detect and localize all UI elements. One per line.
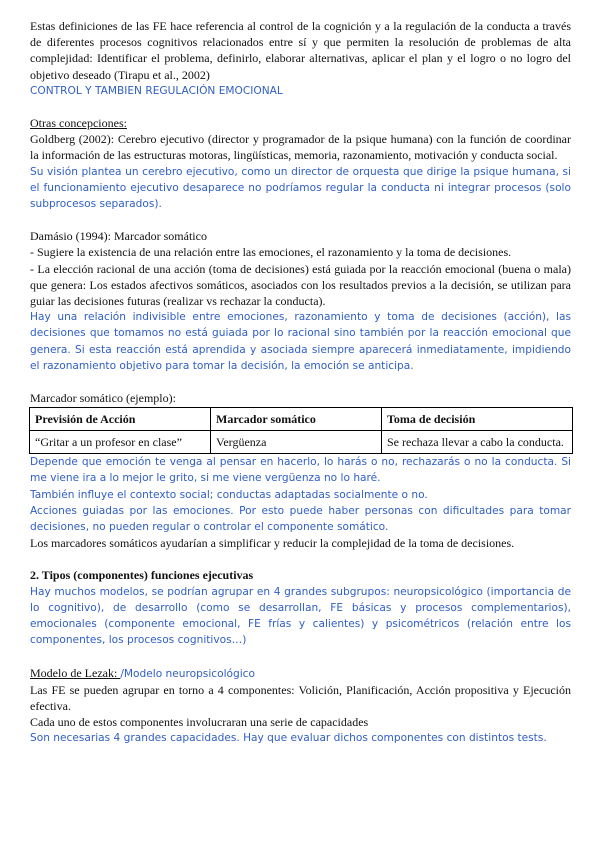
damasio-heading: Damásio (1994): Marcador somático	[30, 229, 207, 244]
goldberg-paragraph: Goldberg (2002): Cerebro ejecutivo (director y programador de la psique humana) con la función de coordinar la información de las estructuras motoras, lingüísticas, memoria, razonamiento, motivación y conducta social.	[30, 132, 571, 163]
table-header-cell: Toma de decisión	[382, 408, 573, 431]
section-2-note: Hay muchos modelos, se podrían agrupar en 4 grandes subgrupos: neuropsicológico (importancia de lo cognitivo), de desarrollo (como se desarrollan, FE básicas y procesos complementarios), emocionales (componente emocional, FE frías y calientes) y psicométricos (relación entre los componentes, los procesos cognitivos…)	[30, 585, 571, 647]
emotion-note: Depende que emoción te venga al pensar en hacerlo, lo harás o no, rechazarás o no la conducta. Si me viene ira a lo mejor le grito, si me viene vergüenza no lo haré.	[30, 456, 571, 485]
table-cell: “Gritar a un profesor en clase”	[30, 431, 211, 454]
actions-note: Acciones guiadas por las emociones. Por esto puede haber personas con dificultades para tomar decisiones, no pueden regular o controlar el componente somático.	[30, 504, 571, 534]
document-page	[30, 18, 571, 747]
table-row	[30, 431, 573, 454]
otras-heading: Otras concepciones:	[30, 116, 127, 131]
damasio-bullet-2: - La elección racional de una acción (toma de decisiones) está guiada por la reacción emocional (buena o mala) que genera: Los estados afectivos somáticos, asociados con los resultados previos a la decisión, se utilizan para guiar las decisiones futuras (realizar vs rechazar la conducta).	[30, 261, 571, 309]
table-cell: Se rechaza llevar a cabo la conducta.	[382, 431, 573, 454]
table-caption: Marcador somático (ejemplo):	[30, 391, 176, 406]
lezak-text-1: Las FE se pueden agrupar en torno a 4 componentes: Volición, Planificación, Acción propositiva y Ejecución efectiva.	[30, 682, 571, 713]
lezak-text-2: Cada uno de estos componentes involucraran una serie de capacidades	[30, 715, 369, 730]
section-2-heading: 2. Tipos (componentes) funciones ejecutivas	[30, 568, 254, 583]
somatic-marker-table	[29, 407, 573, 454]
lezak-heading-line	[30, 665, 571, 682]
context-note: También influye el contexto social; conductas adaptadas socialmente o no.	[30, 488, 428, 501]
goldberg-note: Su visión plantea un cerebro ejecutivo, como un director de orquesta que dirige la psique humana, si el funcionamiento ejecutivo desaparece no podríamos regular la conducta ni integrar procesos (solo subprocesos separados).	[30, 165, 571, 211]
table-header-cell: Marcador somático	[211, 408, 382, 431]
lezak-subheading: /Modelo neuropsicológico	[120, 667, 255, 680]
table-cell: Vergüenza	[211, 431, 382, 454]
table-header-row	[30, 408, 573, 431]
table-header-cell: Previsión de Acción	[30, 408, 211, 431]
intro-note: CONTROL Y TAMBIEN REGULACIÓN EMOCIONAL	[30, 84, 283, 97]
lezak-heading: Modelo de Lezak:	[30, 665, 121, 680]
damasio-bullet-1: - Sugiere la existencia de una relación entre las emociones, el razonamiento y la toma de decisiones.	[30, 245, 512, 260]
intro-paragraph: Estas definiciones de las FE hace referencia al control de la cognición y a la regulación de la conducta a través de diferentes procesos cognitivos relacionados entre sí y que permiten la resolución de problemas de alta complejidad: Identificar el problema, definirlo, elaborar alternativas, aplicar el plan y el logro o no logro del objetivo deseado (Tirapu et al., 2002)	[30, 19, 571, 82]
lezak-note: Son necesarias 4 grandes capacidades. Hay que evaluar dichos componentes con distintos tests.	[30, 732, 547, 745]
damasio-note: Hay una relación indivisible entre emociones, razonamiento y toma de decisiones (acción), las decisiones que tomamos no está guiada por lo racional sino también por la reacción emocional que genera. Si esta reacción está aprendida y asociada siempre aparecerá inmediatamente, impidiendo el razonamiento objetivo para tomar la decisión, la emoción se anticipa.	[30, 311, 571, 372]
summary-paragraph: Los marcadores somáticos ayudarían a simplificar y reducir la complejidad de la toma de decisiones.	[30, 536, 515, 551]
